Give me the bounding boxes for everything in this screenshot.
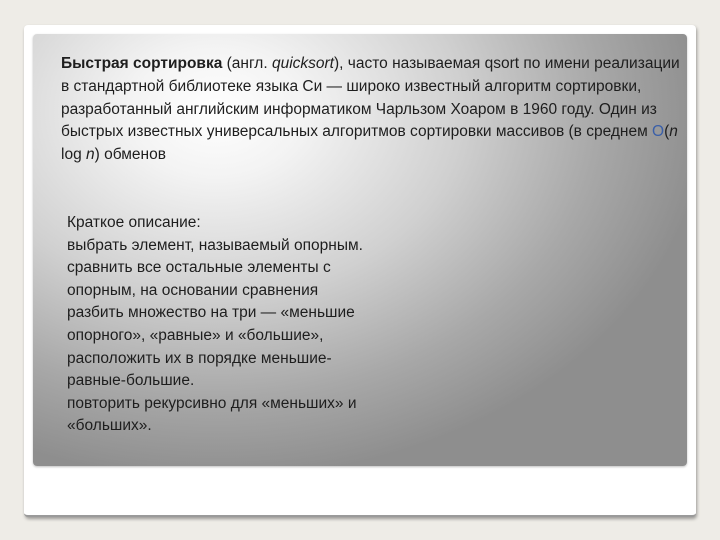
intro-paren-open: ( (664, 123, 670, 141)
intro-n2: n (86, 146, 95, 164)
description-line: сравнить все остальные элементы с (67, 259, 331, 277)
intro-body: ), часто называемая qsort по имени реализации в стандартной библиотеке языка Си — широко известный алгоритм сортировки, разработанный английским информатиком Чарльзом Хоаром в 1960 году. Один из быстрых известных универсальных алгоритмов сортировки массивов (в среднем (61, 55, 680, 141)
description-line: опорным, на основании сравнения (67, 281, 319, 299)
description-line: выбрать элемент, называемый опорным. (67, 236, 363, 254)
description-line: расположить их в порядке меньшие- (67, 349, 332, 367)
intro-n1: n (669, 123, 678, 141)
intro-term: Быстрая сортировка (61, 55, 223, 72)
intro-english-term: quicksort (271, 55, 334, 72)
description-line: повторить рекурсивно для «меньших» и (67, 394, 357, 412)
intro-paragraph (61, 53, 681, 167)
description-line: равные-большие. (67, 372, 195, 390)
description-line: «больших». (67, 417, 152, 435)
omega-link[interactable]: O (652, 123, 665, 141)
intro-tail: ) обменов (94, 146, 166, 164)
description-line: разбить множество на три — «меньшие (67, 304, 355, 322)
intro-log: log (61, 146, 86, 164)
intro-lang-open: (англ. (222, 55, 272, 72)
description-line: опорного», «равные» и «большие», (67, 326, 324, 344)
description-block (67, 212, 427, 438)
description-heading: Краткое описание: (67, 214, 201, 231)
